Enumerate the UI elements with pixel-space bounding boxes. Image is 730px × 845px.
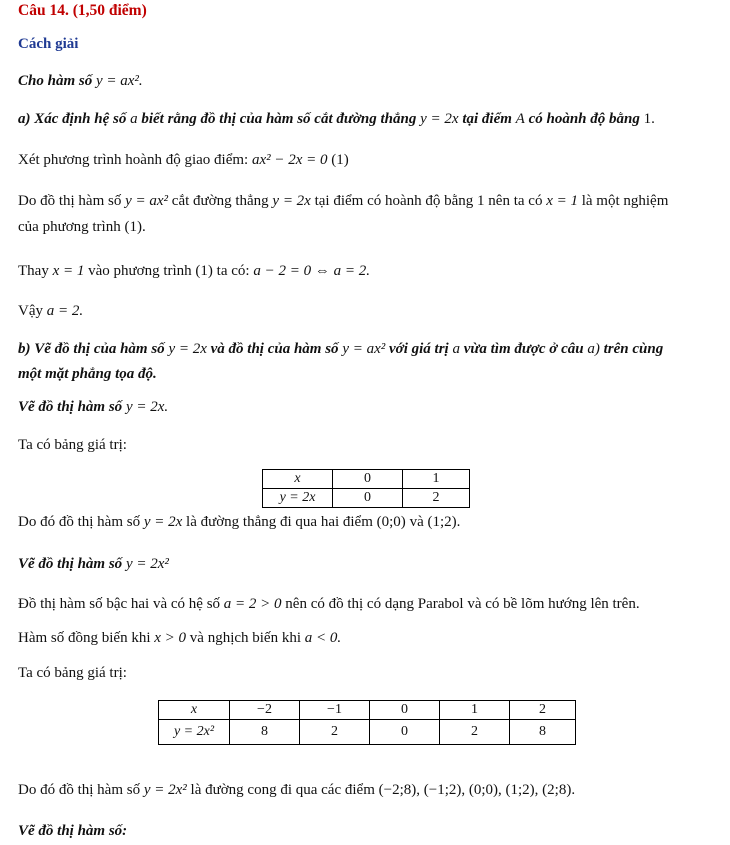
value-table-2	[158, 700, 576, 745]
step2-f1: y = ax²	[125, 193, 169, 209]
step2-f2: y = 2x	[272, 193, 311, 209]
sub1-text: Vẽ đồ thị hàm số	[18, 399, 123, 415]
table-cell: 2	[510, 701, 576, 720]
given-line	[18, 73, 143, 90]
part-a-one: 1.	[643, 111, 655, 127]
parab2	[18, 630, 341, 647]
parab1-f: a = 2 > 0	[223, 596, 282, 612]
table-cell: 1	[403, 470, 470, 489]
step3	[18, 263, 370, 280]
step1	[18, 152, 349, 169]
table-cell: 2	[440, 720, 510, 745]
table-cell: 2	[403, 489, 470, 508]
parab2-f1: x > 0	[154, 630, 187, 646]
table-cell: 0	[370, 701, 440, 720]
step2-a: Do đồ thị hàm số	[18, 193, 122, 209]
step3-ref: (1)	[195, 263, 213, 279]
line-desc	[18, 514, 460, 531]
method-label: Cách giải	[18, 36, 79, 52]
part-b-f2: y = ax²	[342, 341, 386, 357]
table-row	[159, 701, 576, 720]
part-a-t4: có hoành độ bằng	[528, 111, 640, 127]
line-desc-b: là đường thẳng đi qua hai điểm	[186, 514, 373, 530]
step2-line2	[18, 219, 146, 236]
table-cell: x	[263, 470, 333, 489]
part-a-t1: a) Xác định hệ số	[18, 111, 127, 127]
part-a-statement	[18, 111, 655, 128]
step1-eq: ax² − 2x = 0	[251, 152, 328, 168]
step2-d: là một nghiệm	[581, 193, 669, 209]
sub2-text: Vẽ đồ thị hàm số	[18, 556, 123, 572]
parab2-a: Hàm số đồng biến khi	[18, 630, 151, 646]
table-cell: 0	[333, 470, 403, 489]
curve-desc-points: (−2;8), (−1;2), (0;0), (1;2), (2;8).	[378, 782, 576, 798]
line-desc-f: y = 2x	[143, 514, 183, 530]
line-desc-and: và	[409, 514, 424, 530]
part-b-f1: y = 2x	[168, 341, 207, 357]
question-heading: Câu 14. (1,50 điểm)	[18, 2, 147, 19]
table-row	[263, 489, 470, 508]
table-cell: 1	[440, 701, 510, 720]
table-cell: 2	[300, 720, 370, 745]
parab1-a: Đồ thị hàm số bậc hai và có hệ số	[18, 596, 221, 612]
part-a-point: A	[515, 111, 525, 127]
part-b-t3: với giá trị	[389, 341, 449, 357]
part-b-t1: b) Vẽ đồ thị của hàm số	[18, 341, 165, 357]
given-formula: y = ax².	[95, 73, 143, 89]
parab2-f2: a < 0.	[304, 630, 342, 646]
step3-a: Thay	[18, 263, 49, 279]
given-text: Cho hàm số	[18, 73, 93, 89]
step2-f3: x = 1	[546, 193, 578, 209]
table-cell: y = 2x	[263, 489, 333, 508]
step2-line1	[18, 193, 668, 210]
step2-b: cắt đường thẳng	[171, 193, 269, 209]
step3-c: ta có:	[216, 263, 250, 279]
sub3: Vẽ đồ thị hàm số:	[18, 823, 128, 839]
part-b-ref: a)	[587, 341, 600, 357]
table-cell: 8	[230, 720, 300, 745]
part-b-t4: vừa tìm được ở câu	[463, 341, 584, 357]
table-row	[263, 470, 470, 489]
part-a-t3: tại điểm	[462, 111, 512, 127]
sub1	[18, 399, 168, 416]
part-b-t2: và đồ thị của hàm số	[210, 341, 339, 357]
part-b-line2: một mặt phẳng tọa độ.	[18, 366, 157, 382]
curve-desc-f: y = 2x²	[143, 782, 187, 798]
value-table-1	[262, 469, 470, 508]
table-cell: x	[159, 701, 230, 720]
step2-ref: (1).	[124, 219, 146, 235]
sub1-f: y = 2x.	[125, 399, 169, 415]
table-cell: −1	[300, 701, 370, 720]
value-table-intro-2: Ta có bảng giá trị:	[18, 665, 127, 681]
part-a-t2: biết rằng đồ thị của hàm số cắt đường thẳng	[141, 111, 417, 127]
part-b-a: a	[452, 341, 460, 357]
curve-desc	[18, 782, 575, 799]
curve-desc-b: là đường cong đi qua các điểm	[190, 782, 375, 798]
step3-b: vào phương trình	[88, 263, 192, 279]
step1-label: (1)	[331, 152, 349, 168]
parab2-b: và nghịch biến khi	[189, 630, 302, 646]
sub2-f: y = 2x²	[125, 556, 169, 572]
step4-eq: a = 2.	[46, 303, 84, 319]
step4-a: Vậy	[18, 303, 43, 319]
step3-eq: a − 2 = 0 ⇔ a = 2.	[253, 263, 370, 279]
table-cell: −2	[230, 701, 300, 720]
line-desc-p1: (0;0)	[376, 514, 406, 530]
parab1	[18, 596, 640, 613]
value-table-intro-1: Ta có bảng giá trị:	[18, 437, 127, 453]
step3-x: x = 1	[52, 263, 85, 279]
part-a-line: y = 2x	[420, 111, 459, 127]
step2-c: tại điểm có hoành độ bằng 1 nên ta có	[314, 193, 543, 209]
table-cell: 0	[370, 720, 440, 745]
line-desc-p2: (1;2).	[427, 514, 461, 530]
parab1-b: nên có đồ thị có dạng Parabol và có bề lõm hướng lên trên.	[285, 596, 640, 612]
table-cell: 8	[510, 720, 576, 745]
part-b-line1	[18, 341, 663, 358]
step2-e: của phương trình	[18, 219, 121, 235]
curve-desc-a: Do đó đồ thị hàm số	[18, 782, 141, 798]
part-b-t5: trên cùng	[603, 341, 664, 357]
step1-text: Xét phương trình hoành độ giao điểm:	[18, 152, 249, 168]
step4	[18, 303, 83, 320]
part-a-a: a	[130, 111, 138, 127]
table-row	[159, 720, 576, 745]
line-desc-a: Do đó đồ thị hàm số	[18, 514, 141, 530]
table-cell: y = 2x²	[159, 720, 230, 745]
table-cell: 0	[333, 489, 403, 508]
sub2	[18, 556, 169, 573]
